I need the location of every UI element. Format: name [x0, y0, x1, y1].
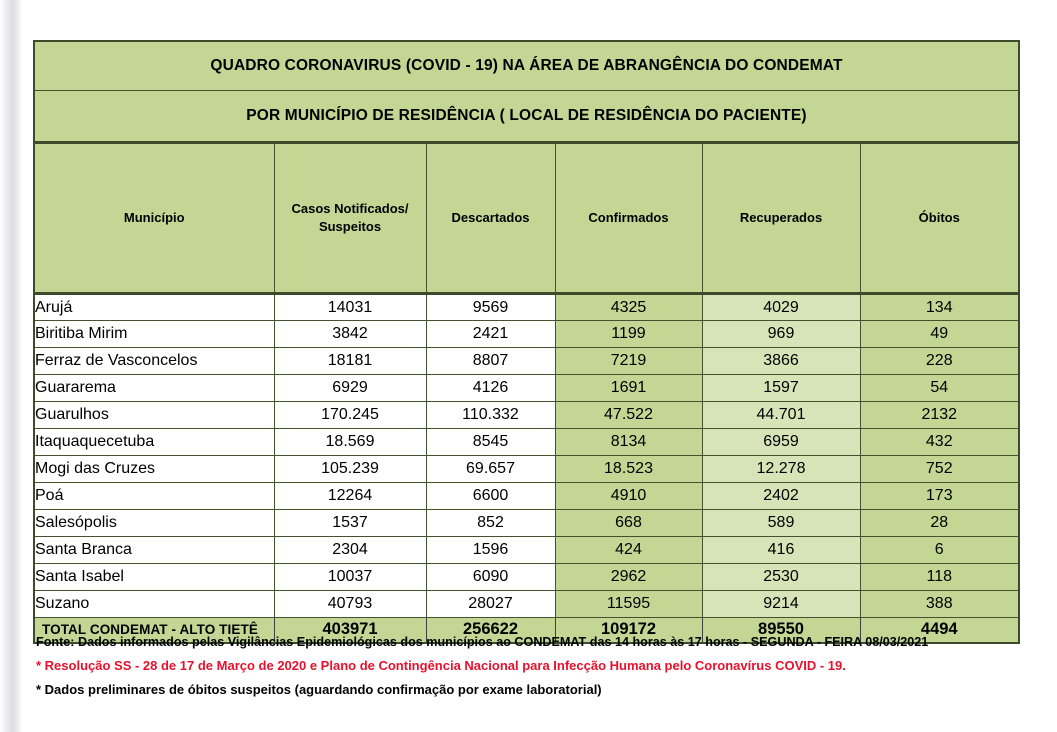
title-row-2 — [34, 91, 1019, 143]
table-row — [34, 483, 1019, 510]
cell-recuperados: 2530 — [702, 564, 860, 591]
cell-obitos: 49 — [860, 321, 1019, 348]
cell-confirmados: 1199 — [555, 321, 702, 348]
cell-recuperados: 3866 — [702, 348, 860, 375]
column-header-confirmados: Confirmados — [555, 143, 702, 294]
cell-descartados: 8807 — [426, 348, 555, 375]
cell-confirmados: 668 — [555, 510, 702, 537]
table-head — [34, 41, 1019, 143]
cell-obitos: 2132 — [860, 402, 1019, 429]
table-row — [34, 537, 1019, 564]
cell-notificados: 170.245 — [274, 402, 426, 429]
cell-recuperados: 416 — [702, 537, 860, 564]
cell-confirmados: 4910 — [555, 483, 702, 510]
cell-obitos: 173 — [860, 483, 1019, 510]
cell-notificados: 14031 — [274, 294, 426, 321]
cell-notificados: 105.239 — [274, 456, 426, 483]
cell-obitos: 752 — [860, 456, 1019, 483]
cell-obitos: 228 — [860, 348, 1019, 375]
cell-municipio: Arujá — [34, 294, 274, 321]
table-row — [34, 294, 1019, 321]
footnote-resolution: * Resolução SS - 28 de 17 de Março de 2020 e Plano de Contingência Nacional para Infecção Humana pelo Coronavírus COVID - 19. — [36, 657, 846, 673]
title-row-1 — [34, 41, 1019, 91]
cell-descartados: 110.332 — [426, 402, 555, 429]
cell-obitos: 28 — [860, 510, 1019, 537]
cell-notificados: 1537 — [274, 510, 426, 537]
cell-descartados: 9569 — [426, 294, 555, 321]
cell-descartados: 1596 — [426, 537, 555, 564]
column-header-casos-notificados — [274, 143, 426, 294]
cell-municipio: Suzano — [34, 591, 274, 618]
footnotes-block — [36, 636, 1036, 696]
cell-recuperados: 44.701 — [702, 402, 860, 429]
cell-confirmados: 7219 — [555, 348, 702, 375]
table-row — [34, 348, 1019, 375]
total-descartados: 256622 — [426, 618, 555, 643]
table-row — [34, 321, 1019, 348]
cell-municipio: Biritiba Mirim — [34, 321, 274, 348]
cell-descartados: 2421 — [426, 321, 555, 348]
cell-confirmados: 18.523 — [555, 456, 702, 483]
cell-confirmados: 4325 — [555, 294, 702, 321]
cell-recuperados: 2402 — [702, 483, 860, 510]
cell-recuperados: 12.278 — [702, 456, 860, 483]
table-body — [34, 294, 1019, 643]
page-left-edge-strip — [0, 0, 22, 732]
total-label: TOTAL CONDEMAT - ALTO TIETÊ — [34, 618, 274, 643]
total-obitos: 4494 — [860, 618, 1019, 643]
cell-descartados: 6090 — [426, 564, 555, 591]
cell-confirmados: 11595 — [555, 591, 702, 618]
cell-obitos: 118 — [860, 564, 1019, 591]
cell-confirmados: 8134 — [555, 429, 702, 456]
cell-municipio: Guarulhos — [34, 402, 274, 429]
cell-municipio: Guararema — [34, 375, 274, 402]
cell-descartados: 69.657 — [426, 456, 555, 483]
cell-notificados: 10037 — [274, 564, 426, 591]
covid-report-sheet — [33, 40, 1018, 644]
report-title-line2: POR MUNICÍPIO DE RESIDÊNCIA ( LOCAL DE RESIDÊNCIA DO PACIENTE) — [34, 91, 1019, 143]
total-recuperados: 89550 — [702, 618, 860, 643]
cell-obitos: 54 — [860, 375, 1019, 402]
cell-descartados: 6600 — [426, 483, 555, 510]
cell-recuperados: 969 — [702, 321, 860, 348]
cell-municipio: Santa Isabel — [34, 564, 274, 591]
cell-confirmados: 47.522 — [555, 402, 702, 429]
cell-obitos: 134 — [860, 294, 1019, 321]
cell-confirmados: 424 — [555, 537, 702, 564]
cell-municipio: Itaquaquecetuba — [34, 429, 274, 456]
cell-notificados: 2304 — [274, 537, 426, 564]
total-notificados: 403971 — [274, 618, 426, 643]
table-row — [34, 591, 1019, 618]
total-confirmados: 109172 — [555, 618, 702, 643]
table-row — [34, 564, 1019, 591]
cell-obitos: 6 — [860, 537, 1019, 564]
casos-line2: Suspeitos — [318, 219, 382, 234]
casos-line1: Casos Notificados/ — [291, 201, 409, 217]
cell-confirmados: 2962 — [555, 564, 702, 591]
footnote-source: Fonte: Dados informados pelas Vigilâncias Epidemiológicas dos municípios ao CONDEMAT das 14 horas às 17 horas - SEGUNDA - FEIRA 08/03/2021 — [36, 635, 929, 649]
cell-confirmados: 1691 — [555, 375, 702, 402]
cell-municipio: Ferraz de Vasconcelos — [34, 348, 274, 375]
cell-obitos: 432 — [860, 429, 1019, 456]
cell-descartados: 852 — [426, 510, 555, 537]
cell-descartados: 4126 — [426, 375, 555, 402]
footnote-preliminary-data: * Dados preliminares de óbitos suspeitos (aguardando confirmação por exame laboratorial) — [36, 681, 602, 697]
cell-recuperados: 6959 — [702, 429, 860, 456]
cell-notificados: 3842 — [274, 321, 426, 348]
table-row — [34, 429, 1019, 456]
covid-summary-table — [33, 40, 1020, 644]
cell-municipio: Mogi das Cruzes — [34, 456, 274, 483]
cell-notificados: 40793 — [274, 591, 426, 618]
column-header-descartados: Descartados — [426, 143, 555, 294]
cell-municipio: Poá — [34, 483, 274, 510]
cell-notificados: 18181 — [274, 348, 426, 375]
table-row — [34, 402, 1019, 429]
cell-recuperados: 9214 — [702, 591, 860, 618]
cell-obitos: 388 — [860, 591, 1019, 618]
column-header-municipio: Município — [34, 143, 274, 294]
table-row — [34, 375, 1019, 402]
cell-descartados: 8545 — [426, 429, 555, 456]
cell-municipio: Salesópolis — [34, 510, 274, 537]
column-header-recuperados: Recuperados — [702, 143, 860, 294]
table-row — [34, 510, 1019, 537]
cell-recuperados: 4029 — [702, 294, 860, 321]
cell-notificados: 12264 — [274, 483, 426, 510]
cell-recuperados: 589 — [702, 510, 860, 537]
cell-notificados: 18.569 — [274, 429, 426, 456]
column-header-row — [34, 143, 1019, 294]
cell-municipio: Santa Branca — [34, 537, 274, 564]
table-row — [34, 456, 1019, 483]
column-header-obitos: Óbitos — [860, 143, 1019, 294]
cell-notificados: 6929 — [274, 375, 426, 402]
cell-descartados: 28027 — [426, 591, 555, 618]
cell-recuperados: 1597 — [702, 375, 860, 402]
report-title-line1: QUADRO CORONAVIRUS (COVID - 19) NA ÁREA DE ABRANGÊNCIA DO CONDEMAT — [34, 41, 1019, 91]
